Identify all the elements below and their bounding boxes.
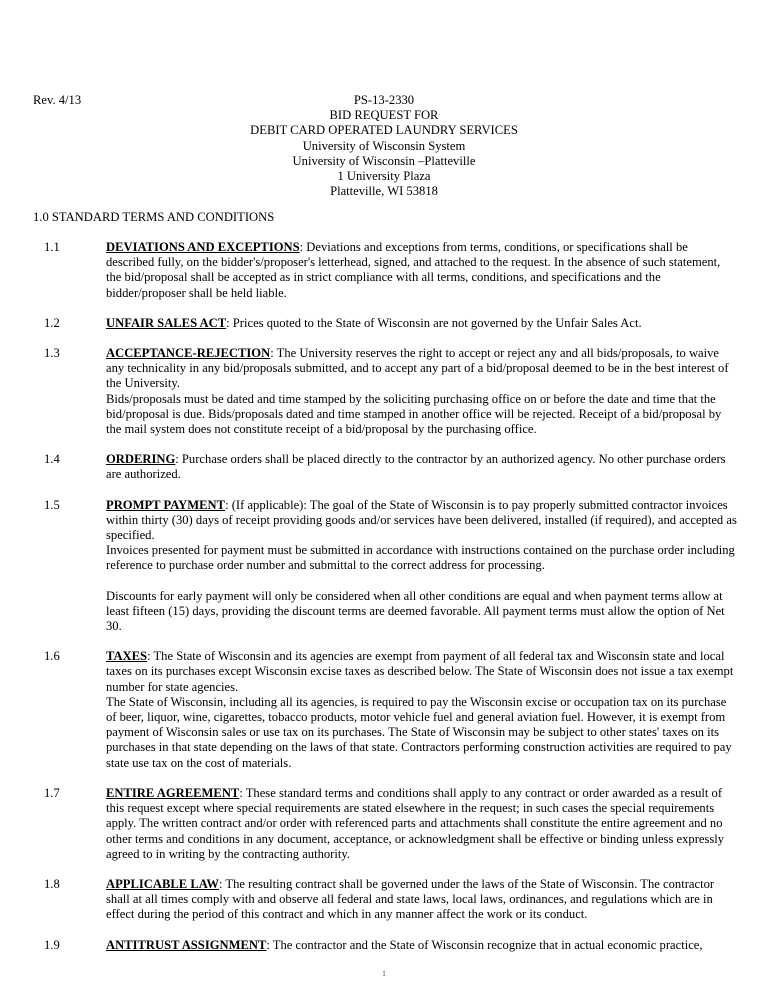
page-number: 1	[382, 969, 386, 978]
term-item	[0, 240, 768, 301]
term-text: : (If applicable): The goal of the State of Wisconsin is to pay properly submitted contractor invoices within thirty (30) days of receipt providing goods and/or services have been delivered, installed (if required), and accepted as specified.	[106, 497, 737, 543]
term-heading: ANTITRUST ASSIGNMENT	[106, 937, 267, 952]
term-heading: PROMPT PAYMENT	[106, 497, 226, 512]
term-number: 1.7	[44, 785, 60, 800]
term-paragraph: Bids/proposals must be dated and time stamped by the soliciting purchasing office on or before the date and time that the bid/proposal is due. Bids/proposals dated and time stamped in another office will be rejected. Receipt of a bid/proposal by the mail system does not constitute receipt of a bid/proposal by the purchasing office.	[106, 391, 722, 437]
term-text: : The contractor and the State of Wisconsin recognize that in actual economic practice,	[266, 937, 703, 952]
section-title: 1.0 STANDARD TERMS AND CONDITIONS	[33, 210, 275, 224]
term-body	[106, 316, 738, 331]
term-number: 1.8	[44, 876, 60, 891]
term-item	[0, 877, 768, 923]
term-body	[106, 877, 738, 923]
header-bid-number: PS-13-2330	[353, 93, 415, 107]
header-bid-request: BID REQUEST FOR	[329, 108, 439, 123]
term-item	[0, 498, 768, 635]
term-number: 1.6	[44, 649, 60, 664]
header-street: 1 University Plaza	[337, 169, 431, 184]
term-text: : Purchase orders shall be placed directly to the contractor by an authorized agency. No other purchase orders are authorized.	[106, 452, 726, 482]
term-item	[0, 938, 768, 953]
term-item	[0, 452, 768, 482]
term-text: : The State of Wisconsin and its agencies are exempt from payment of all federal tax and Wisconsin state and local taxes on its purchases except Wisconsin excise taxes as described below. The State of Wisconsin does not issue a tax exempt number for state agencies.	[106, 649, 734, 694]
document-header	[0, 93, 768, 199]
term-text: : Deviations and exceptions from terms, conditions, or specifications shall be described fully, on the bidder's/proposer's letterhead, signed, and attached to the request. In the absence of such statement, the bid/proposal shall be accepted as in strict compliance with all terms, conditions, and specifications and the bidder/proposer shall be held liable.	[106, 240, 721, 300]
term-text: : These standard terms and conditions shall apply to any contract or order awarded as a result of this request except where special requirements are stated elsewhere in the request; in such cases the special requirements apply. The written contract and/or order with referenced parts and attachments shall constitute the entire agreement and no other terms and conditions in any document, acceptance, or acknowledgment shall be effective or binding unless expressly agreed to in writing by the contracting authority.	[106, 785, 725, 861]
term-text: : The resulting contract shall be governed under the laws of the State of Wisconsin. The contractor shall at all times comply with and observe all federal and state laws, local laws, ordinances, and regulations which are in effect during the period of this contract and which in any manner affect the work or its conduct.	[106, 876, 715, 922]
term-heading: TAXES	[106, 649, 148, 664]
term-heading: UNFAIR SALES ACT	[106, 315, 227, 330]
term-heading: ACCEPTANCE-REJECTION	[106, 346, 271, 361]
term-paragraph: The State of Wisconsin, including all its agencies, is required to pay the Wisconsin excise or occupation tax on its purchase of beer, liquor, wine, cigarettes, tobacco products, motor vehicle fuel and general aviation fuel. However, it is exempt from payment of Wisconsin sales or use tax on its purchases. The State of Wisconsin may be subject to other states' taxes on its purchases in that state depending on the laws of that state. Contractors performing construction activities are required to pay state use tax on the cost of materials.	[106, 694, 732, 770]
header-city: Platteville, WI 53818	[330, 184, 438, 199]
term-text: : The University reserves the right to accept or reject any and all bids/proposals, to waive any technicality in any bid/proposals submitted, and to accept any part of a bid/proposal deemed to be in the best interest of the University.	[106, 346, 729, 391]
term-item	[0, 786, 768, 862]
term-heading: ENTIRE AGREEMENT	[106, 785, 240, 800]
term-heading: DEVIATIONS AND EXCEPTIONS	[106, 240, 300, 254]
term-body	[106, 649, 738, 771]
term-number: 1.1	[44, 240, 60, 254]
term-body	[106, 498, 738, 635]
header-title: DEBIT CARD OPERATED LAUNDRY SERVICES	[250, 123, 518, 138]
term-number: 1.2	[44, 315, 60, 330]
term-body	[106, 938, 738, 953]
revision-label: Rev. 4/13	[33, 93, 82, 107]
term-body	[106, 346, 738, 437]
term-text: : Prices quoted to the State of Wisconsin are not governed by the Unfair Sales Act.	[226, 315, 642, 330]
term-heading: ORDERING	[106, 452, 176, 467]
term-body	[106, 240, 738, 301]
term-number: 1.9	[44, 937, 60, 952]
term-heading: APPLICABLE LAW	[106, 876, 220, 891]
header-system: University of Wisconsin System	[302, 138, 466, 153]
term-body	[106, 786, 738, 862]
term-paragraph: Discounts for early payment will only be considered when all other conditions are equal and when payment terms allow at least fifteen (15) days, providing the discount terms are deemed favorable. All payment terms must allow the option of Net 30.	[106, 588, 725, 634]
term-number: 1.4	[44, 452, 60, 467]
header-campus: University of Wisconsin –Platteville	[292, 153, 476, 168]
term-paragraph: Invoices presented for payment must be submitted in accordance with instructions contained on the purchase order including reference to purchase order number and submittal to the correct address for processing.	[106, 543, 735, 573]
term-number: 1.3	[44, 346, 60, 361]
terms-list	[0, 240, 768, 968]
term-number: 1.5	[44, 497, 60, 512]
term-item	[0, 346, 768, 437]
term-item	[0, 649, 768, 771]
term-item	[0, 316, 768, 331]
term-body	[106, 452, 738, 482]
